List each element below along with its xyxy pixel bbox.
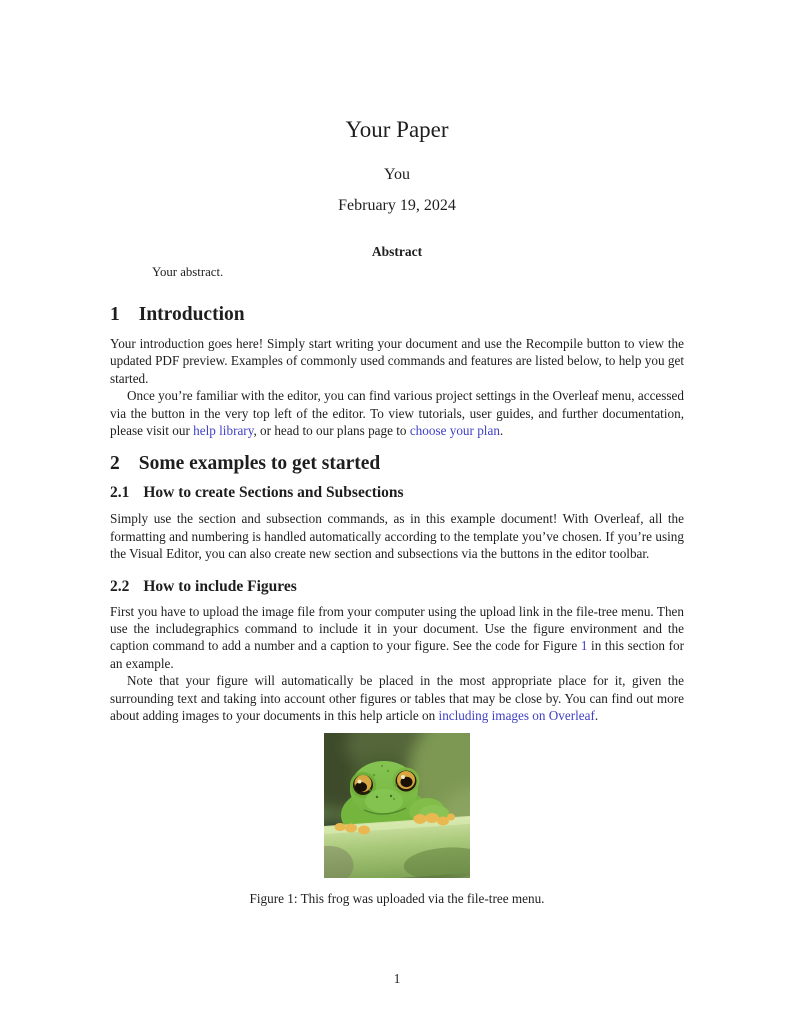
subsection-2-1-title: How to create Sections and Subsections: [143, 484, 404, 502]
section-1-title: Introduction: [138, 304, 245, 325]
intro-paragraph-1: Your introduction goes here! Simply start writing your document and use the Recompile button to view the updated PDF preview. Examples of commonly used commands and features are listed below, to help you get started.: [110, 336, 684, 386]
subsection-2-2-number: 2.2: [110, 577, 130, 595]
section-1-heading: [110, 303, 684, 326]
paper-date: February 19, 2024: [338, 197, 456, 214]
text-run: .: [594, 708, 599, 724]
section-2-number: 2: [110, 453, 120, 475]
help-library-link[interactable]: help library: [193, 423, 254, 439]
figures-paragraph-1: [110, 603, 684, 673]
figure-1: [110, 733, 684, 907]
figure-1-caption: Figure 1: This frog was uploaded via the file-tree menu.: [249, 890, 545, 906]
section-1-number: 1: [110, 304, 120, 325]
including-images-link[interactable]: including images on Overleaf: [438, 708, 595, 724]
text-run: , or head to our plans page to: [253, 423, 410, 439]
text-run: First you have to upload the image file from your computer using the upload link in the file-tree menu. Then use the includegraphics command to include it in your document. Use the figure environment and the caption command to add a number and a caption to your figure. See the code for Figure: [110, 603, 684, 654]
subsection-2-2-title: How to include Figures: [143, 577, 297, 595]
text-run: .: [499, 423, 504, 439]
subsection-2-1-heading: [110, 483, 684, 502]
figure-1-reference-link[interactable]: 1: [580, 638, 588, 654]
paper-title: Your Paper: [345, 117, 449, 142]
section-2-title: Some examples to get started: [138, 453, 381, 475]
paper-author: You: [384, 166, 410, 183]
section-2-heading: [110, 452, 684, 475]
intro-paragraph-2: [110, 387, 684, 439]
abstract-text: Your abstract.: [152, 265, 224, 279]
text-block: [110, 0, 684, 907]
text-run: Note that your figure will automatically be placed in the most appropriate place for it, given the surrounding text and taking into account other figures or tables that may be close by. You can find out more about adding images to your documents in this help article on: [110, 673, 684, 724]
page-number: 1: [393, 971, 401, 986]
subsection-2-1-number: 2.1: [110, 484, 130, 502]
choose-your-plan-link[interactable]: choose your plan: [409, 423, 500, 439]
frog-photo-image: [324, 733, 470, 878]
abstract-heading: Abstract: [371, 244, 423, 259]
text-run: in this section for an example.: [110, 638, 684, 671]
text-run: Once you’re familiar with the editor, you can find various project settings in the Overleaf menu, accessed via the button in the very top left of the editor. To view tutorials, user guides, and further documentation, please visit our: [110, 388, 684, 439]
subsection-2-2-heading: [110, 577, 684, 596]
figures-paragraph-2: [110, 672, 684, 724]
subsection-2-1-paragraph: Simply use the section and subsection commands, as in this example document! With Overleaf, all the formatting and numbering is handled automatically according to the template you’ve chosen. If you’re using the Visual Editor, you can also create new section and subsections via the buttons in the editor toolbar.: [110, 511, 684, 562]
